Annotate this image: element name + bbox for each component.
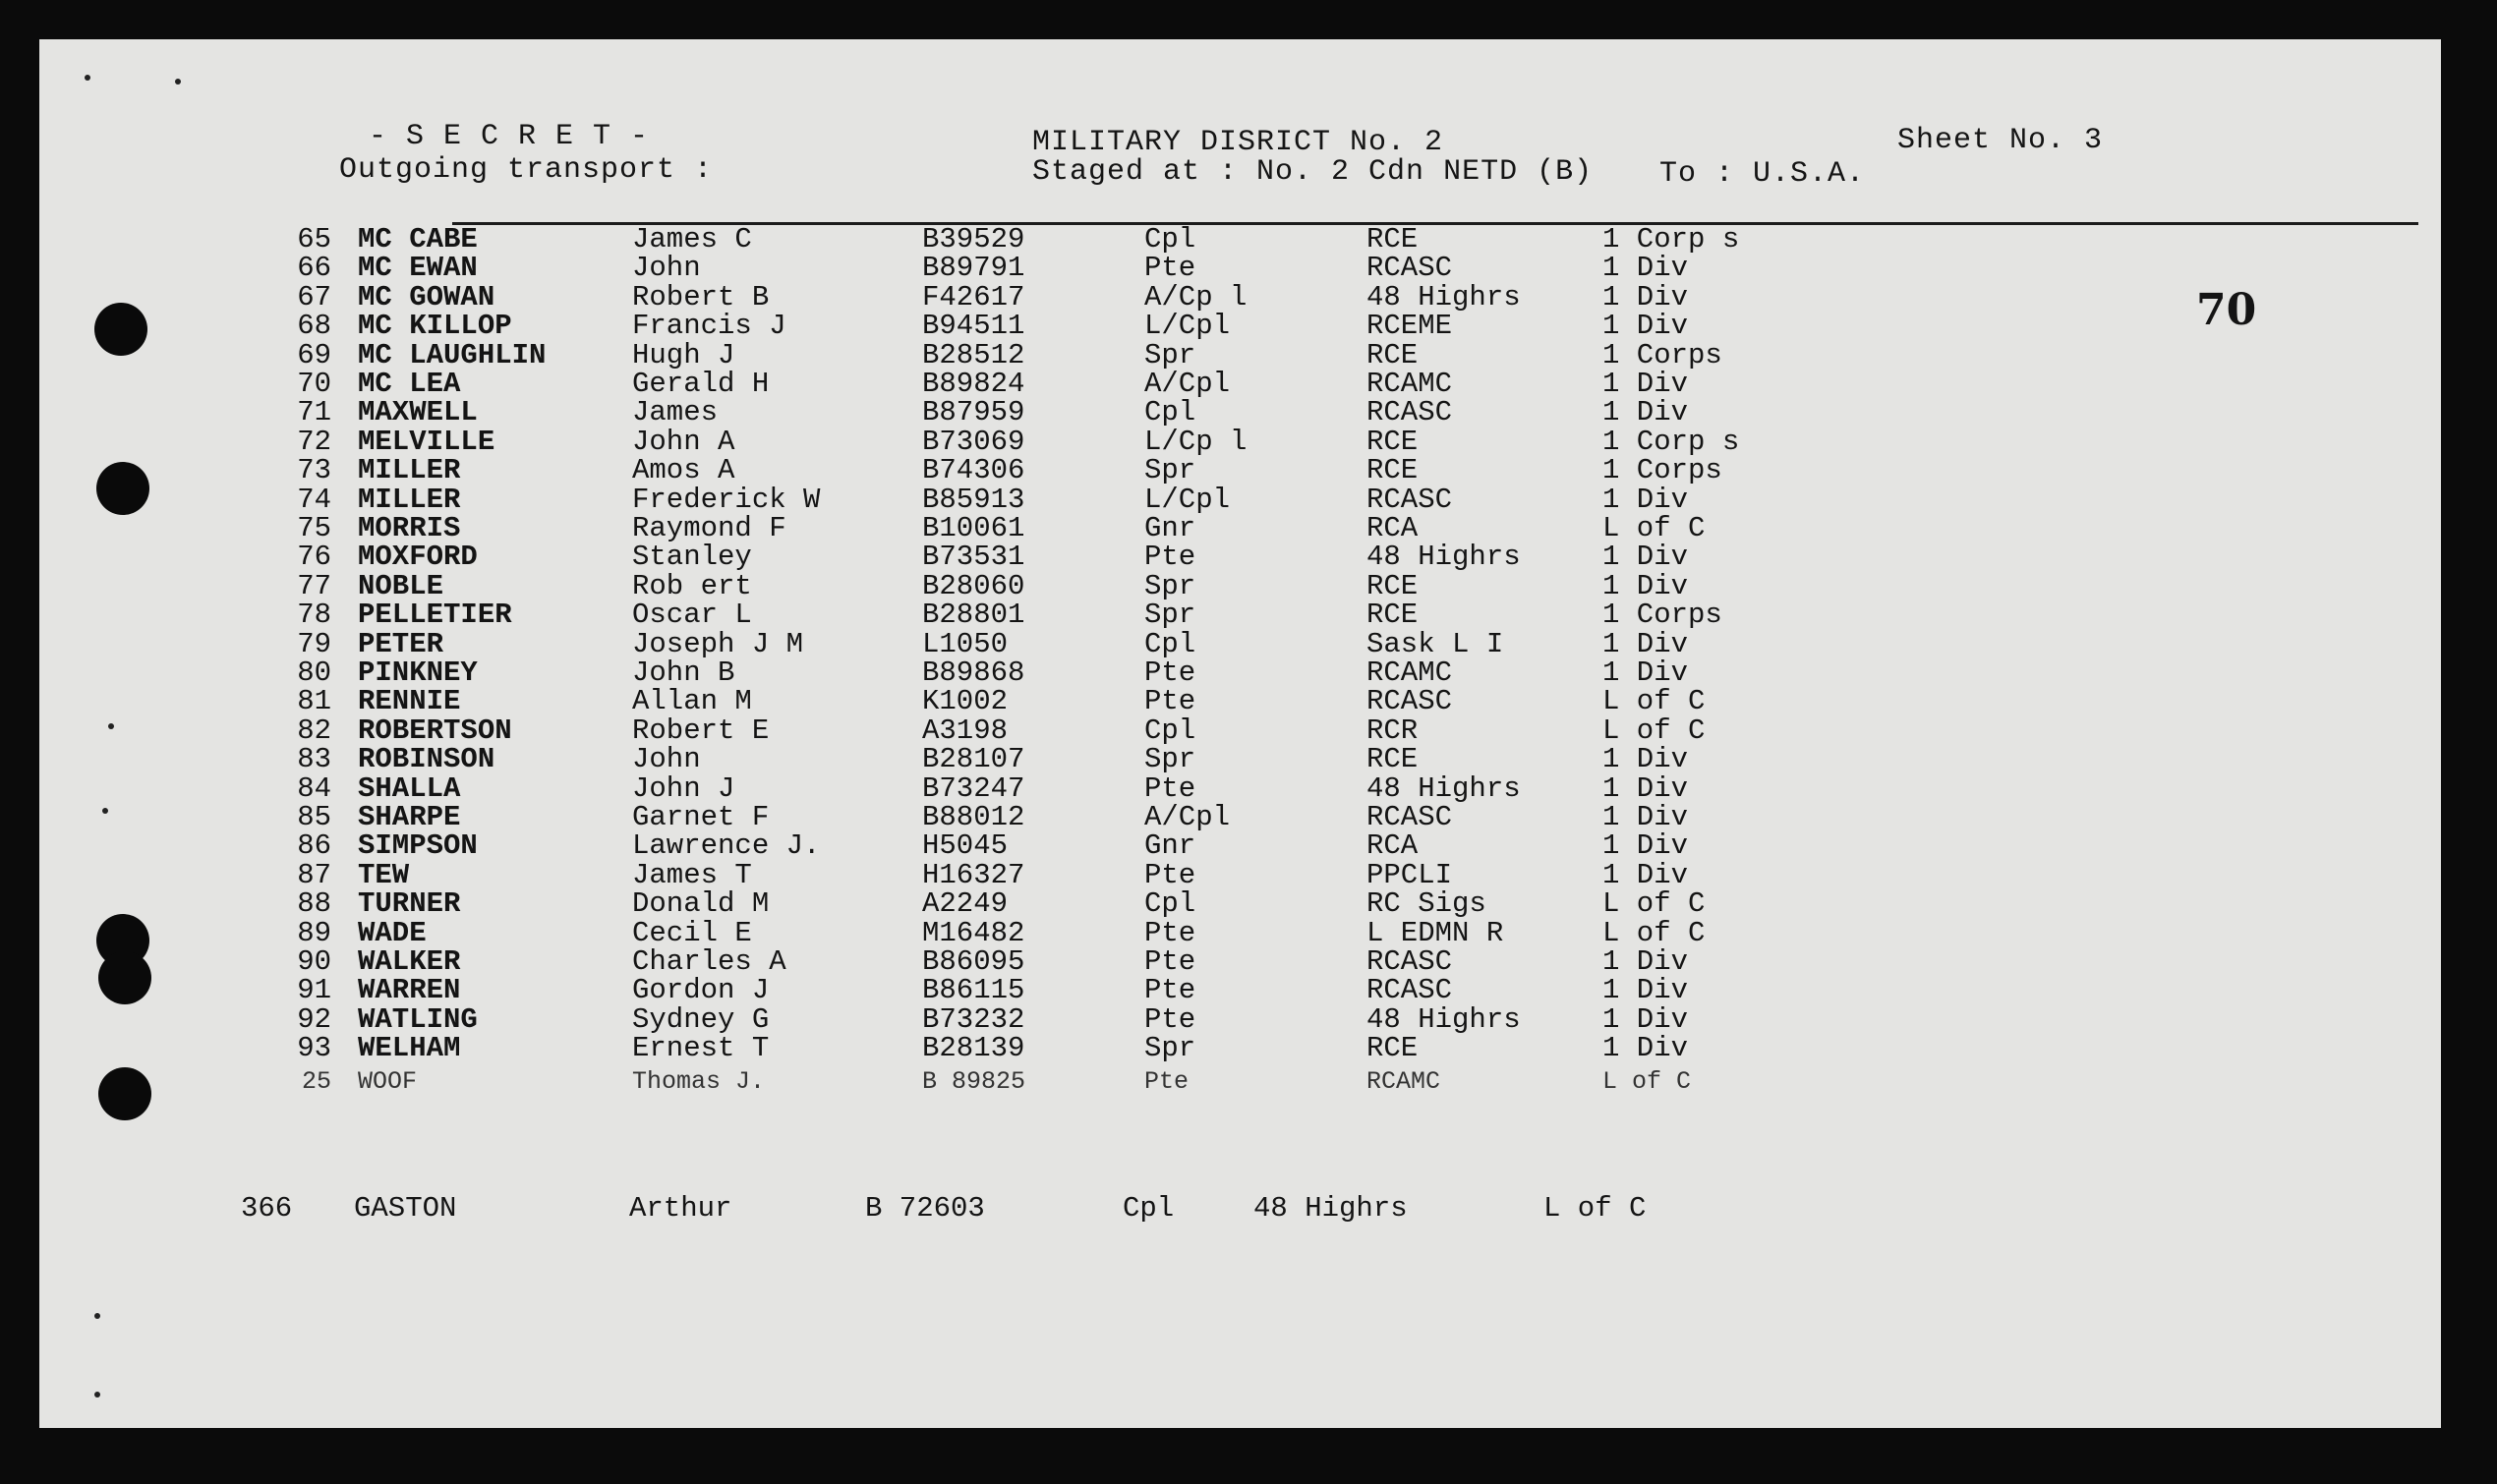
given-names: Robert E bbox=[632, 713, 770, 747]
service-number: B94511 bbox=[922, 310, 1025, 343]
service-number: B89824 bbox=[922, 368, 1025, 400]
rank: Gnr bbox=[1144, 512, 1196, 544]
service-number: B74306 bbox=[922, 454, 1025, 487]
surname: RENNIE bbox=[358, 685, 461, 718]
unit: RCE bbox=[1366, 338, 1419, 371]
surname: MC GOWAN bbox=[358, 280, 495, 314]
surname: TURNER bbox=[358, 887, 461, 921]
surname: MOXFORD bbox=[358, 541, 478, 574]
formation: 1 Div bbox=[1602, 627, 1689, 660]
service-number: B73069 bbox=[922, 425, 1025, 458]
unit: RCASC bbox=[1366, 396, 1453, 429]
service-number: B85913 bbox=[922, 483, 1025, 516]
rank: A/Cp l bbox=[1144, 280, 1248, 314]
formation: 1 Div bbox=[1602, 569, 1689, 602]
rank: Spr bbox=[1144, 743, 1196, 776]
unit: RCASC bbox=[1366, 252, 1453, 285]
formation: 1 Div bbox=[1602, 1032, 1689, 1065]
unit: RCAMC bbox=[1366, 368, 1453, 400]
given-names: Cecil E bbox=[632, 916, 752, 949]
service-number: B86095 bbox=[922, 945, 1025, 978]
surname: WELHAM bbox=[358, 1032, 461, 1065]
row-number: 81 bbox=[297, 685, 331, 718]
destination: To : U.S.A. bbox=[1659, 157, 1866, 191]
unit: Sask L I bbox=[1366, 627, 1504, 660]
surname: ROBINSON bbox=[358, 743, 495, 776]
row-number: 83 bbox=[297, 743, 331, 776]
given-names: James T bbox=[632, 858, 752, 891]
surname: PINKNEY bbox=[358, 656, 478, 689]
surname: MC LAUGHLIN bbox=[358, 338, 547, 371]
row-number: 78 bbox=[297, 599, 331, 632]
rank: Pte bbox=[1144, 858, 1196, 891]
unit: RCAMC bbox=[1366, 1066, 1441, 1096]
rank: Cpl bbox=[1144, 887, 1196, 921]
given-names: Rob ert bbox=[632, 569, 752, 602]
row-number: 77 bbox=[297, 569, 331, 602]
speck bbox=[175, 79, 181, 85]
row-number: 84 bbox=[297, 771, 331, 805]
service-number: B89868 bbox=[922, 656, 1025, 689]
row-number: 86 bbox=[297, 829, 331, 863]
surname: MC EWAN bbox=[358, 252, 478, 285]
formation: 1 Corps bbox=[1602, 599, 1722, 632]
given-names: Thomas J. bbox=[632, 1066, 766, 1096]
rank: Pte bbox=[1144, 685, 1196, 718]
rank: Pte bbox=[1144, 656, 1196, 689]
given-names: John A bbox=[632, 425, 735, 458]
unit: RCASC bbox=[1366, 801, 1453, 833]
service-number: L1050 bbox=[922, 627, 1009, 660]
surname: MAXWELL bbox=[358, 396, 478, 429]
row-number: 68 bbox=[297, 310, 331, 343]
unit: RCASC bbox=[1366, 974, 1453, 1007]
surname: PELLETIER bbox=[358, 599, 512, 632]
row-number: 82 bbox=[297, 713, 331, 747]
given-names: Robert B bbox=[632, 280, 770, 314]
rank: Spr bbox=[1144, 569, 1196, 602]
given-names: Oscar L bbox=[632, 599, 752, 632]
rank: Cpl bbox=[1144, 396, 1196, 429]
row-number: 87 bbox=[297, 858, 331, 891]
formation: 1 Div bbox=[1602, 396, 1689, 429]
surname: WARREN bbox=[358, 974, 461, 1007]
formation: 1 Div bbox=[1602, 743, 1689, 776]
rank: Pte bbox=[1144, 541, 1196, 574]
row-number: 71 bbox=[297, 396, 331, 429]
service-number: B89791 bbox=[922, 252, 1025, 285]
unit: 48 Highrs bbox=[1366, 541, 1521, 574]
rank: Pte bbox=[1144, 252, 1196, 285]
given-names: Gordon J bbox=[632, 974, 770, 1007]
surname: MELVILLE bbox=[358, 425, 495, 458]
row-number: 76 bbox=[297, 541, 331, 574]
row-number: 70 bbox=[297, 368, 331, 400]
given-names: Frederick W bbox=[632, 483, 821, 516]
surname: SHALLA bbox=[358, 771, 461, 805]
unit: RCEME bbox=[1366, 310, 1453, 343]
surname: GASTON bbox=[354, 1192, 457, 1225]
unit: 48 Highrs bbox=[1253, 1192, 1408, 1225]
unit: 48 Highrs bbox=[1366, 280, 1521, 314]
unit: PPCLI bbox=[1366, 858, 1453, 891]
given-names: Lawrence J. bbox=[632, 829, 821, 863]
rank: L/Cpl bbox=[1144, 483, 1231, 516]
unit: 48 Highrs bbox=[1366, 1002, 1521, 1036]
service-number: B28060 bbox=[922, 569, 1025, 602]
formation: 1 Corps bbox=[1602, 338, 1722, 371]
service-number: B73232 bbox=[922, 1002, 1025, 1036]
row-number: 69 bbox=[297, 338, 331, 371]
rank: Pte bbox=[1144, 916, 1196, 949]
secret-label: - S E C R E T - bbox=[369, 120, 650, 153]
speck bbox=[85, 75, 90, 81]
rank: Gnr bbox=[1144, 829, 1196, 863]
service-number: B 72603 bbox=[865, 1192, 985, 1225]
surname: NOBLE bbox=[358, 569, 444, 602]
unit: RCE bbox=[1366, 223, 1419, 256]
service-number: M16482 bbox=[922, 916, 1025, 949]
service-number: K1002 bbox=[922, 685, 1009, 718]
service-number: B39529 bbox=[922, 223, 1025, 256]
service-number: F42617 bbox=[922, 280, 1025, 314]
row-number: 25 bbox=[301, 1066, 331, 1096]
formation: 1 Div bbox=[1602, 801, 1689, 833]
row-number: 90 bbox=[297, 945, 331, 978]
row-number: 89 bbox=[297, 916, 331, 949]
surname: MILLER bbox=[358, 483, 461, 516]
row-number: 72 bbox=[297, 425, 331, 458]
surname: MORRIS bbox=[358, 512, 461, 544]
formation: 1 Div bbox=[1602, 945, 1689, 978]
formation: 1 Div bbox=[1602, 483, 1689, 516]
unit: 48 Highrs bbox=[1366, 771, 1521, 805]
row-number: 65 bbox=[297, 223, 331, 256]
formation: L of C bbox=[1602, 916, 1706, 949]
unit: RCE bbox=[1366, 743, 1419, 776]
formation: L of C bbox=[1602, 1066, 1692, 1096]
row-number: 66 bbox=[297, 252, 331, 285]
service-number: B86115 bbox=[922, 974, 1025, 1007]
given-names: John B bbox=[632, 656, 735, 689]
row-number: 91 bbox=[297, 974, 331, 1007]
surname: TEW bbox=[358, 858, 410, 891]
speck bbox=[108, 723, 114, 729]
service-number: B10061 bbox=[922, 512, 1025, 544]
service-number: B28107 bbox=[922, 743, 1025, 776]
row-number: 73 bbox=[297, 454, 331, 487]
surname: WALKER bbox=[358, 945, 461, 978]
service-number: B73531 bbox=[922, 541, 1025, 574]
formation: 1 Div bbox=[1602, 656, 1689, 689]
rank: Pte bbox=[1144, 771, 1196, 805]
row-number: 93 bbox=[297, 1032, 331, 1065]
row-number: 75 bbox=[297, 512, 331, 544]
formation: 1 Div bbox=[1602, 280, 1689, 314]
outgoing-transport-label: Outgoing transport : bbox=[339, 153, 714, 187]
unit: L EDMN R bbox=[1366, 916, 1504, 949]
rank: L/Cpl bbox=[1144, 310, 1231, 343]
formation: 1 Div bbox=[1602, 310, 1689, 343]
row-number: 80 bbox=[297, 656, 331, 689]
row-number: 74 bbox=[297, 483, 331, 516]
service-number: B28512 bbox=[922, 338, 1025, 371]
military-district: MILITARY DISRICT No. 2 bbox=[1032, 126, 1444, 159]
given-names: James bbox=[632, 396, 719, 429]
given-names: John bbox=[632, 252, 701, 285]
row-number: 85 bbox=[297, 801, 331, 833]
punch-hole bbox=[98, 1067, 151, 1120]
formation: L of C bbox=[1543, 1192, 1647, 1225]
unit: RCAMC bbox=[1366, 656, 1453, 689]
punch-hole bbox=[96, 462, 149, 515]
row-number: 79 bbox=[297, 627, 331, 660]
service-number: B28139 bbox=[922, 1032, 1025, 1065]
service-number: B73247 bbox=[922, 771, 1025, 805]
formation: 1 Div bbox=[1602, 858, 1689, 891]
unit: RCA bbox=[1366, 829, 1419, 863]
given-names: Donald M bbox=[632, 887, 770, 921]
given-names: James C bbox=[632, 223, 752, 256]
given-names: Joseph J M bbox=[632, 627, 804, 660]
surname: WOOF bbox=[358, 1066, 418, 1096]
service-number: B88012 bbox=[922, 801, 1025, 833]
rank: Pte bbox=[1144, 945, 1196, 978]
surname: ROBERTSON bbox=[358, 713, 512, 747]
given-names: Ernest T bbox=[632, 1032, 770, 1065]
formation: 1 Corp s bbox=[1602, 223, 1740, 256]
service-number: B 89825 bbox=[922, 1066, 1026, 1096]
rank: A/Cpl bbox=[1144, 801, 1231, 833]
speck bbox=[94, 1392, 100, 1398]
page-number-annotation: 70 bbox=[2196, 285, 2257, 335]
unit: RCE bbox=[1366, 1032, 1419, 1065]
service-number: A2249 bbox=[922, 887, 1009, 921]
unit: RCASC bbox=[1366, 483, 1453, 516]
formation: 1 Div bbox=[1602, 1002, 1689, 1036]
service-number: H5045 bbox=[922, 829, 1009, 863]
given-names: John J bbox=[632, 771, 735, 805]
rank: Pte bbox=[1144, 1002, 1196, 1036]
rank: Cpl bbox=[1144, 223, 1196, 256]
given-names: Charles A bbox=[632, 945, 786, 978]
unit: RCE bbox=[1366, 569, 1419, 602]
document-sheet bbox=[39, 39, 2441, 1428]
surname: SHARPE bbox=[358, 801, 461, 833]
given-names: Sydney G bbox=[632, 1002, 770, 1036]
service-number: A3198 bbox=[922, 713, 1009, 747]
unit: RCE bbox=[1366, 425, 1419, 458]
formation: 1 Div bbox=[1602, 541, 1689, 574]
rank: Cpl bbox=[1123, 1192, 1175, 1225]
unit: RCR bbox=[1366, 713, 1419, 747]
rank: L/Cp l bbox=[1144, 425, 1248, 458]
row-number: 92 bbox=[297, 1002, 331, 1036]
speck bbox=[102, 808, 108, 814]
formation: L of C bbox=[1602, 887, 1706, 921]
formation: 1 Div bbox=[1602, 252, 1689, 285]
surname: MILLER bbox=[358, 454, 461, 487]
surname: WATLING bbox=[358, 1002, 478, 1036]
given-names: Arthur bbox=[629, 1192, 732, 1225]
rank: Pte bbox=[1144, 974, 1196, 1007]
service-number: H16327 bbox=[922, 858, 1025, 891]
given-names: Raymond F bbox=[632, 512, 786, 544]
rank: Spr bbox=[1144, 338, 1196, 371]
punch-hole bbox=[98, 951, 151, 1004]
formation: 1 Corp s bbox=[1602, 425, 1740, 458]
sheet-number: Sheet No. 3 bbox=[1897, 124, 2104, 157]
given-names: Stanley bbox=[632, 541, 752, 574]
row-number: 88 bbox=[297, 887, 331, 921]
service-number: B87959 bbox=[922, 396, 1025, 429]
given-names: Garnet F bbox=[632, 801, 770, 833]
given-names: John bbox=[632, 743, 701, 776]
formation: L of C bbox=[1602, 512, 1706, 544]
unit: RCE bbox=[1366, 599, 1419, 632]
formation: 1 Div bbox=[1602, 771, 1689, 805]
speck bbox=[94, 1313, 100, 1319]
rank: Cpl bbox=[1144, 713, 1196, 747]
formation: 1 Div bbox=[1602, 368, 1689, 400]
formation: L of C bbox=[1602, 713, 1706, 747]
rank: Cpl bbox=[1144, 627, 1196, 660]
service-number: B28801 bbox=[922, 599, 1025, 632]
punch-hole bbox=[94, 303, 147, 356]
unit: RCE bbox=[1366, 454, 1419, 487]
rank: Spr bbox=[1144, 1032, 1196, 1065]
surname: SIMPSON bbox=[358, 829, 478, 863]
staged-at: Staged at : No. 2 Cdn NETD (B) bbox=[1032, 155, 1594, 189]
unit: RCA bbox=[1366, 512, 1419, 544]
surname: MC LEA bbox=[358, 368, 461, 400]
rank: Pte bbox=[1144, 1066, 1190, 1096]
unit: RC Sigs bbox=[1366, 887, 1486, 921]
given-names: Gerald H bbox=[632, 368, 770, 400]
formation: 1 Corps bbox=[1602, 454, 1722, 487]
row-number: 67 bbox=[297, 280, 331, 314]
rank: A/Cpl bbox=[1144, 368, 1231, 400]
rank: Spr bbox=[1144, 599, 1196, 632]
row-number: 366 bbox=[241, 1192, 293, 1225]
given-names: Hugh J bbox=[632, 338, 735, 371]
surname: MC CABE bbox=[358, 223, 478, 256]
surname: MC KILLOP bbox=[358, 310, 512, 343]
unit: RCASC bbox=[1366, 685, 1453, 718]
given-names: Amos A bbox=[632, 454, 735, 487]
formation: 1 Div bbox=[1602, 974, 1689, 1007]
surname: WADE bbox=[358, 916, 427, 949]
formation: L of C bbox=[1602, 685, 1706, 718]
rank: Spr bbox=[1144, 454, 1196, 487]
given-names: Allan M bbox=[632, 685, 752, 718]
formation: 1 Div bbox=[1602, 829, 1689, 863]
surname: PETER bbox=[358, 627, 444, 660]
extra-roster-row bbox=[39, 1192, 1647, 1225]
unit: RCASC bbox=[1366, 945, 1453, 978]
given-names: Francis J bbox=[632, 310, 786, 343]
